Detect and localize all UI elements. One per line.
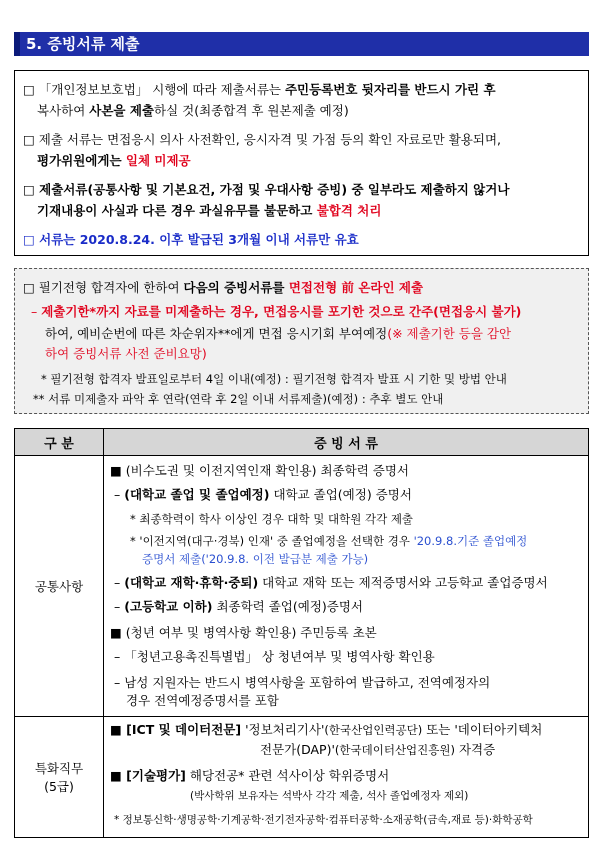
doc-line: – (대학교 재학·휴학·중퇴) 대학교 재학 또는 제적증명서와 고등학교 졸업증명서 [114, 575, 548, 590]
submission-line-4: 하여 증빙서류 사전 준비요망) [45, 346, 207, 361]
doc-note: * 정보통신학·생명공학·기계공학·전기전자공학·컴퓨터공학·소재공학(금속,재료 등)·화학공학 [114, 814, 533, 826]
common-docs-cell [104, 456, 589, 717]
doc-line: 전문가(DAP)'(한국데이터산업진흥원) 자격증 [260, 742, 496, 757]
specialized-docs-cell [104, 717, 589, 838]
submission-notice-box [14, 268, 589, 414]
doc-line: ■ [ICT 및 데이터전문] '정보처리기사'(한국산업인력공단) 또는 '데이터아키텍처 [110, 722, 543, 737]
category-common: 공통사항 [15, 456, 104, 717]
doc-line: ■ (비수도권 및 이전지역인재 확인용) 최종학력 증명서 [110, 463, 409, 478]
doc-line: 경우 전역예정증명서를 포함 [126, 693, 279, 708]
section-title: 5. 증빙서류 제출 [14, 32, 589, 56]
doc-line: – 남성 지원자는 반드시 병역사항을 포함하여 발급하고, 전역예정자의 [114, 675, 491, 690]
header-category: 구 분 [15, 429, 104, 456]
doc-line: – (고등학교 이하) 최종학력 졸업(예정)증명서 [114, 599, 363, 614]
notice-box [14, 70, 589, 256]
submission-line-1: □ 필기전형 합격자에 한하여 다음의 증빙서류를 면접전형 前 온라인 제출 [23, 280, 424, 295]
footnote-2: ** 서류 미제출자 파악 후 연락(연락 후 2일 이내 서류제출)(예정) : 추후 별도 안내 [33, 392, 444, 406]
submission-line-3: 하여, 예비순번에 따른 차순위자**에게 면접 응시기회 부여예정(※ 제출기한 등을 감안 [45, 326, 512, 341]
doc-note: 증명서 제출('20.9.8. 이전 발급분 제출 가능) [142, 552, 369, 566]
doc-line: – (대학교 졸업 및 졸업예정) 대학교 졸업(예정) 증명서 [114, 487, 412, 502]
notice-item-privacy: □ 「개인정보보호법」 시행에 따라 제출서류는 주민등록번호 뒷자리를 반드시 가린 후 복사하여 사본을 제출하실 것(최종합격 후 원본제출 예정) [23, 82, 496, 118]
category-specialized: 특화직무 (5급) [15, 717, 104, 838]
documents-table [14, 428, 589, 838]
doc-note: * 최종학력이 학사 이상인 경우 대학 및 대학원 각각 제출 [130, 512, 414, 526]
notice-item-validity: □ 서류는 2020.8.24. 이후 발급된 3개월 이내 서류만 유효 [23, 232, 359, 247]
notice-item-falsify: □ 제출서류(공통사항 및 기본요건, 가점 및 우대사항 증빙) 중 일부라도 제출하지 않거나 기재내용이 사실과 다른 경우 과실유무를 불문하고 불합격 처리 [23, 182, 510, 218]
doc-line: ■ (청년 여부 및 병역사항 확인용) 주민등록 초본 [110, 625, 377, 640]
notice-item-usage: □ 제출 서류는 면접응시 의사 사전확인, 응시자격 및 가점 등의 확인 자료로만 활용되며, 평가위원에게는 일체 미제공 [23, 132, 501, 168]
doc-note: * '이전지역(대구·경북) 인재' 중 졸업예정을 선택한 경우 '20.9.8.기준 졸업예정 [130, 534, 528, 548]
doc-line: ■ [기술평가] 해당전공* 관련 석사이상 학위증명서 [110, 768, 390, 783]
doc-note: (박사학위 보유자는 석박사 각각 제출, 석사 졸업예정자 제외) [190, 790, 469, 802]
doc-line: – 「청년고용촉진특별법」 상 청년여부 및 병역사항 확인용 [114, 649, 435, 664]
header-documents: 증 빙 서 류 [104, 429, 589, 456]
footnote-1: * 필기전형 합격자 발표일로부터 4일 이내(예정) : 필기전형 합격자 발표 시 기한 및 방법 안내 [41, 372, 507, 386]
submission-line-2: – 제출기한*까지 자료를 미제출하는 경우, 면접응시를 포기한 것으로 간주(면접응시 불가) [31, 304, 522, 319]
